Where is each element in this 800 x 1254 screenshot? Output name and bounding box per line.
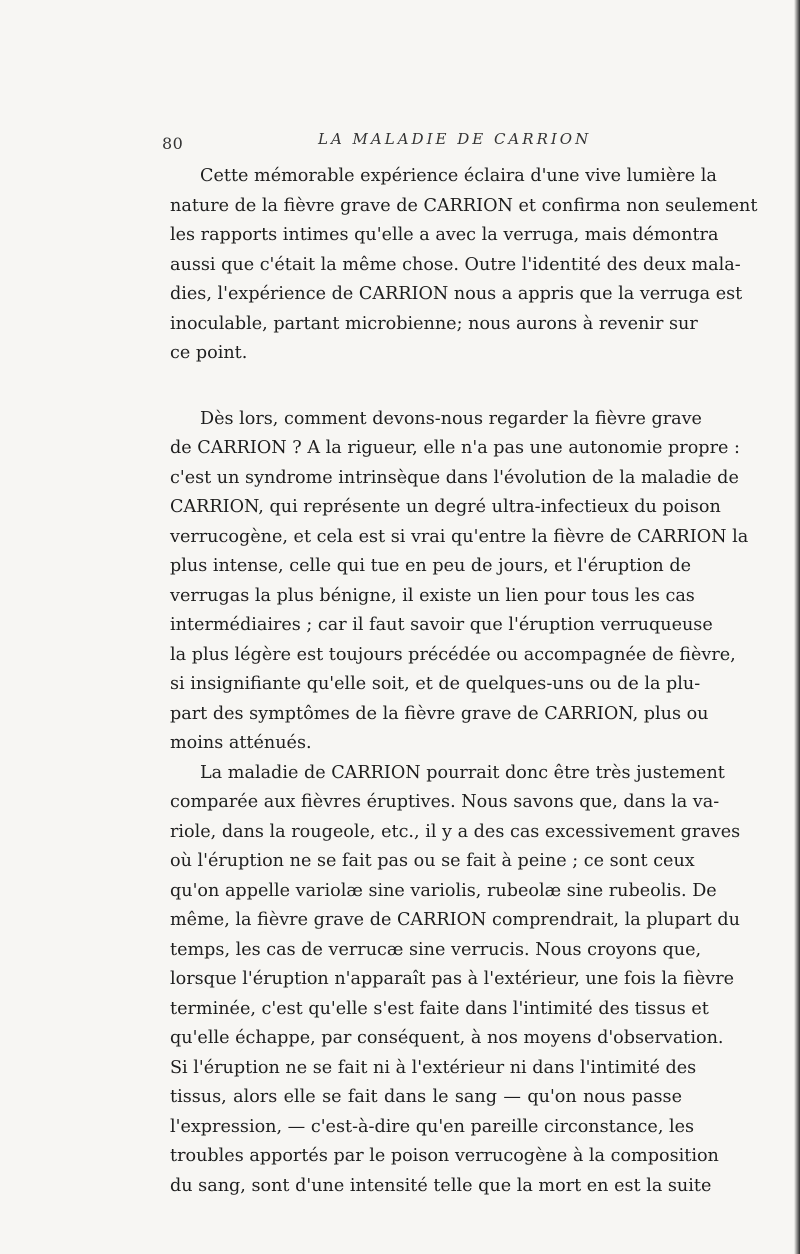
text-line: Cette mémorable expérience éclaira d'une vive lumière la <box>200 166 717 186</box>
text-line: Dès lors, comment devons-nous regarder la fièvre grave <box>200 408 702 429</box>
text-line: lorsque l'éruption n'apparaît pas à l'extérieur, une fois la fièvre <box>170 969 735 989</box>
text-line: intermédiaires ; car il faut savoir que l'éruption verruqueuse <box>170 615 713 635</box>
text-line: troubles apportés par le poison verrucogène à la composition <box>170 1146 719 1166</box>
paragraph <box>170 162 758 369</box>
text-line: verrucogène, et cela est si vrai qu'entre la fièvre de CARRION la <box>170 526 749 547</box>
text-line: inoculable, partant microbienne; nous aurons à revenir sur <box>170 313 698 334</box>
running-head <box>0 124 800 154</box>
text-line: moins atténués. <box>170 733 312 753</box>
text-line: ce point. <box>170 343 248 363</box>
text-line: où l'éruption ne se fait pas ou se fait à peine ; ce sont ceux <box>170 851 695 871</box>
text-line: si insignifiante qu'elle soit, et de quelques-uns ou de la plu- <box>170 674 701 694</box>
text-line: qu'elle échappe, par conséquent, à nos moyens d'observation. <box>170 1028 724 1048</box>
text-line: riole, dans la rougeole, etc., il y a des cas excessivement graves <box>170 821 741 842</box>
text-line: verrugas la plus bénigne, il existe un lien pour tous les cas <box>170 585 695 606</box>
paragraph <box>170 405 749 759</box>
text-line: les rapports intimes qu'elle a avec la verruga, mais démontra <box>170 225 719 245</box>
text-line: l'expression, — c'est-à-dire qu'en pareille circonstance, les <box>170 1116 695 1137</box>
text-line: la plus légère est toujours précédée ou accompagnée de fièvre, <box>170 644 736 665</box>
paragraph-gap <box>170 369 682 405</box>
page-edge-shadow <box>794 0 800 1254</box>
text-line: du sang, sont d'une intensité telle que la mort en est la suite <box>170 1175 712 1196</box>
text-line: même, la fièvre grave de CARRION comprendrait, la plupart du <box>170 910 740 930</box>
text-line: terminée, c'est qu'elle s'est faite dans l'intimité des tissus et <box>170 998 709 1019</box>
text-line: Si l'éruption ne se fait ni à l'extérieur ni dans l'intimité des <box>170 1057 697 1078</box>
text-line: La maladie de CARRION pourrait donc être très justement <box>200 762 725 783</box>
text-line: part des symptômes de la fièvre grave de CARRION, plus ou <box>170 703 709 724</box>
page-number: 80 <box>162 134 184 153</box>
text-line: plus intense, celle qui tue en peu de jours, et l'éruption de <box>170 556 692 576</box>
text-line: CARRION, qui représente un degré ultra-infectieux du poison <box>170 497 721 517</box>
text-line: aussi que c'était la même chose. Outre l'identité des deux mala- <box>170 254 741 275</box>
text-line: tissus, alors elle se fait dans le sang — qu'on nous passe <box>170 1087 682 1107</box>
text-line: nature de la fièvre grave de CARRION et confirma non seulement <box>170 195 758 216</box>
text-line: temps, les cas de verrucæ sine verrucis. Nous croyons que, <box>170 939 702 960</box>
text-line: dies, l'expérience de CARRION nous a appris que la verruga est <box>170 284 743 304</box>
text-line: c'est un syndrome intrinsèque dans l'évolution de la maladie de <box>170 467 739 488</box>
paragraph <box>170 759 741 1202</box>
body-text <box>170 162 758 1201</box>
text-line: qu'on appelle variolæ sine variolis, rubeolæ sine rubeolis. De <box>170 880 717 901</box>
text-line: de CARRION ? A la rigueur, elle n'a pas une autonomie propre : <box>170 438 740 458</box>
text-line: comparée aux fièvres éruptives. Nous savons que, dans la va- <box>170 792 720 812</box>
running-title: LA MALADIE DE CARRION <box>318 130 592 148</box>
